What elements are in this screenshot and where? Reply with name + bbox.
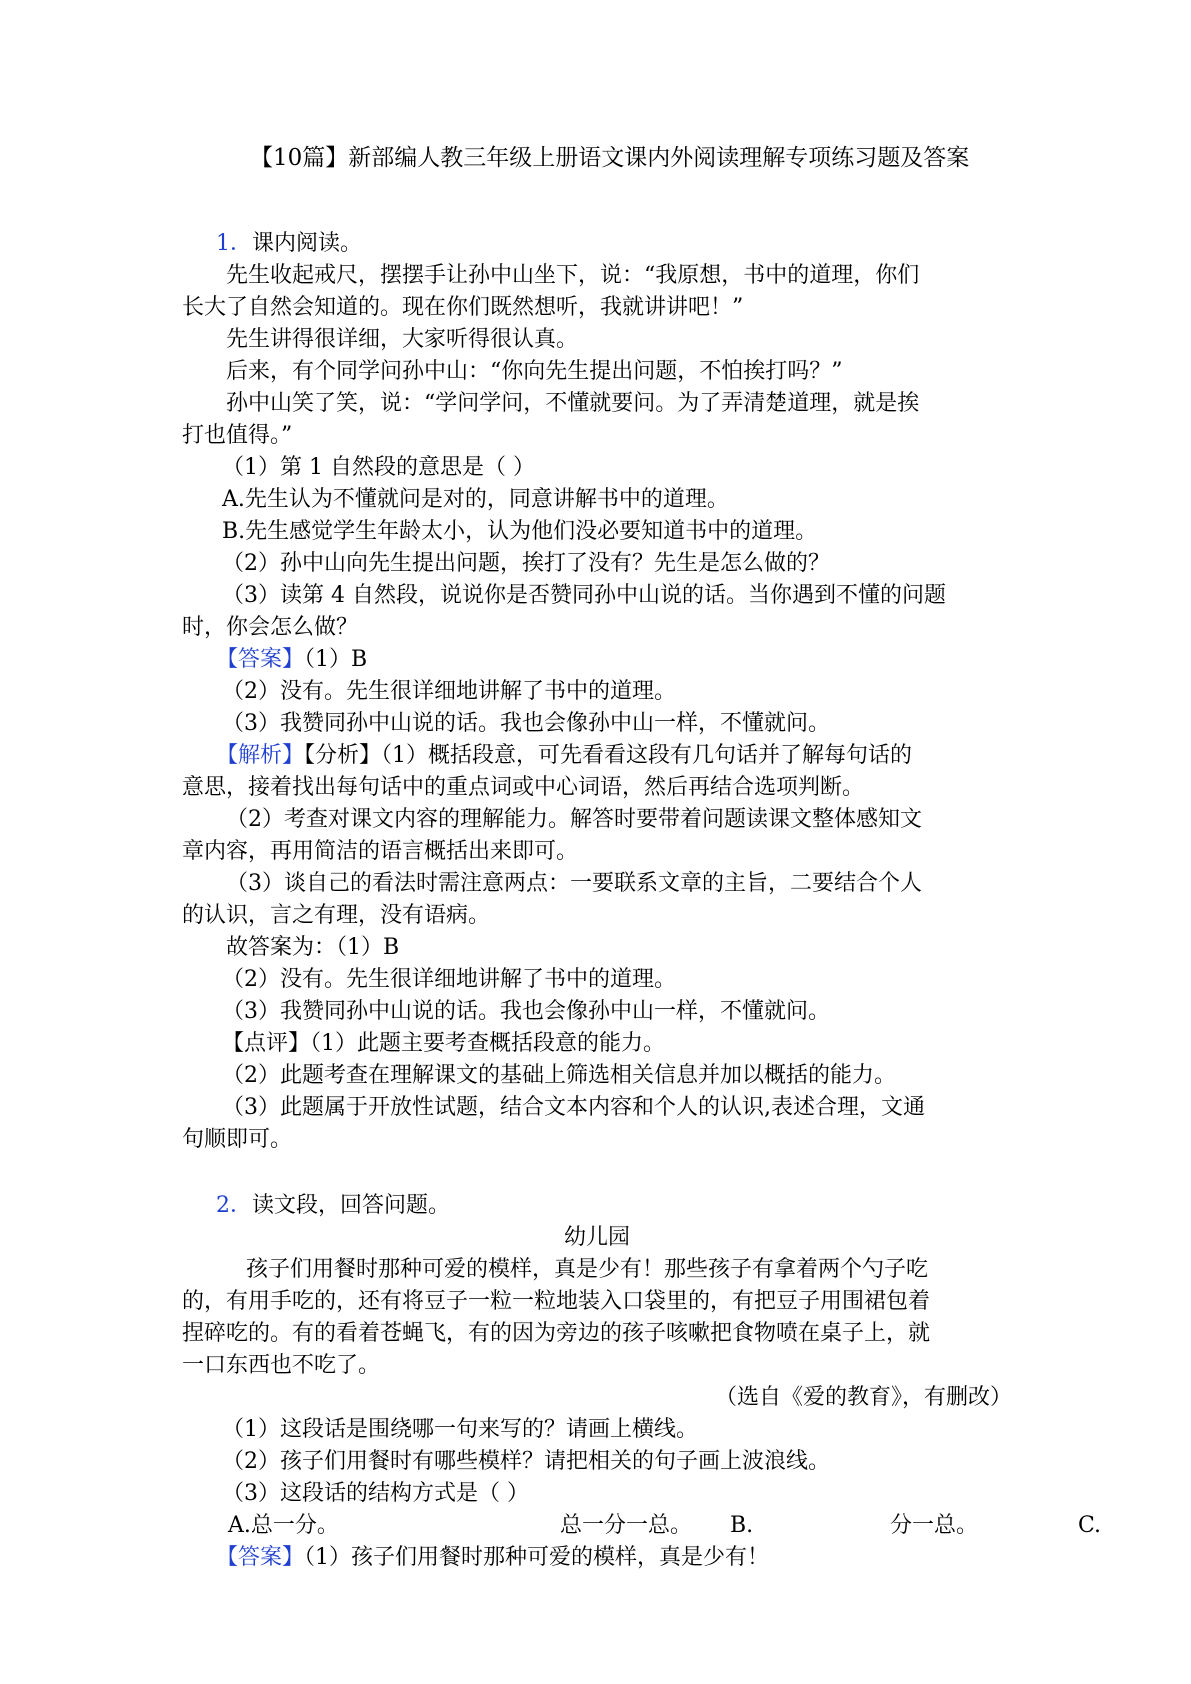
final-answer-line: 故答案为：（1）B [226, 935, 400, 960]
comment-tag: 【点评】 [222, 1031, 311, 1056]
analysis-sub-tag: 【分析】 [304, 743, 382, 768]
analysis-text: （1）概括段意，可先看看这段有几句话并了解每句话的 [381, 743, 913, 768]
analysis-line: （3）谈自己的看法时需注意两点：一要联系文章的主旨，二要结合个人 [226, 871, 922, 896]
answer-line: （3）我赞同孙中山说的话。我也会像孙中山一样，不懂就问。 [222, 711, 830, 736]
answer-text: （1）孩子们用餐时那种可爱的模样，真是少有！ [304, 1545, 770, 1570]
option-b-cont: 分一总。 [890, 1513, 979, 1538]
option-a: A.先生认为不懂就问是对的，同意讲解书中的道理。 [222, 487, 729, 512]
comment-line: （3）此题属于开放性试题，结合文本内容和个人的认识,表述合理，文通 [222, 1095, 925, 1120]
question-number: 1． [216, 231, 252, 256]
question-prompt: 读文段，回答问题。 [252, 1193, 451, 1218]
comment-line: 句顺即可。 [182, 1127, 293, 1152]
comment-line: （2）此题考查在理解课文的基础上筛选相关信息并加以概括的能力。 [222, 1063, 896, 1088]
comment-text: （1）此题主要考查概括段意的能力。 [310, 1031, 666, 1056]
comment-line [182, 1028, 1012, 1060]
options-row [182, 1510, 1102, 1542]
passage-line: 先生讲得很详细，大家听得很认真。 [226, 327, 579, 352]
sub-question-2: （2）孩子们用餐时有哪些模样？请把相关的句子画上波浪线。 [222, 1449, 830, 1474]
passage-line: 后来，有个同学问孙中山：“你向先生提出问题，不怕挨打吗？” [226, 359, 843, 384]
option-b: B.先生感觉学生年龄太小，认为他们没必要知道书中的道理。 [222, 519, 818, 544]
passage-line: 先生收起戒尺，摆摆手让孙中山坐下，说：“我原想，书中的道理，你们 [226, 263, 920, 288]
analysis-tag: 【解析】 [216, 743, 305, 768]
passage-line: 孙中山笑了笑，说：“学问学问，不懂就要问。为了弄清楚道理，就是挨 [226, 391, 920, 416]
option-a-cont: 总一分一总。 [560, 1513, 693, 1538]
answer-line [182, 644, 1012, 676]
option-a: A.总一分。 [228, 1513, 339, 1538]
question-1-heading [182, 228, 1012, 260]
passage-source: （选自《爱的教育》，有删改） [714, 1385, 1012, 1410]
document-body [182, 228, 1102, 1574]
question-prompt: 课内阅读。 [252, 231, 363, 256]
question-2-heading [182, 1190, 1012, 1222]
option-b: B. [730, 1513, 754, 1538]
sub-question-2: （2）孙中山向先生提出问题，挨打了没有？先生是怎么做的？ [222, 551, 830, 576]
sub-question-3-cont: 时，你会怎么做？ [182, 615, 359, 640]
sub-question-1: （1）第 1 自然段的意思是（ ） [222, 455, 535, 480]
sub-question-3: （3）读第 4 自然段，说说你是否赞同孙中山说的话。当你遇到不懂的问题 [222, 583, 946, 608]
passage-line: 孩子们用餐时那种可爱的模样，真是少有！那些孩子有拿着两个勺子吃 [246, 1257, 929, 1282]
passage-line: 打也值得。” [182, 423, 293, 448]
question-number: 2． [216, 1193, 252, 1218]
answer-text: （1）B [304, 647, 368, 672]
analysis-line [182, 740, 1012, 772]
analysis-line: 的认识，言之有理，没有语病。 [182, 903, 491, 928]
sub-question-1: （1）这段话是围绕哪一句来写的？请画上横线。 [222, 1417, 698, 1442]
final-answer-line: （3）我赞同孙中山说的话。我也会像孙中山一样，不懂就问。 [222, 999, 830, 1024]
final-answer-line: （2）没有。先生很详细地讲解了书中的道理。 [222, 967, 676, 992]
answer-tag: 【答案】 [216, 647, 305, 672]
passage-line: 的，有用手吃的，还有将豆子一粒一粒地装入口袋里的，有把豆子用围裙包着 [182, 1289, 931, 1314]
sub-question-3: （3）这段话的结构方式是（ ） [222, 1481, 529, 1506]
answer-tag: 【答案】 [216, 1545, 305, 1570]
analysis-line: 意思，接着找出每句话中的重点词或中心词语，然后再结合选项判断。 [182, 775, 865, 800]
passage-line: 长大了自然会知道的。现在你们既然想听，我就讲讲吧！” [182, 295, 744, 320]
option-c: C. [1078, 1513, 1102, 1538]
passage-title: 幼儿园 [563, 1225, 630, 1250]
answer-line: （2）没有。先生很详细地讲解了书中的道理。 [222, 679, 676, 704]
analysis-line: （2）考查对课文内容的理解能力。解答时要带着问题读课文整体感知文 [226, 807, 922, 832]
passage-line: 捏碎吃的。有的看着苍蝇飞，有的因为旁边的孩子咳嗽把食物喷在桌子上，就 [182, 1321, 931, 1346]
passage-line: 一口东西也不吃了。 [182, 1353, 381, 1378]
answer-line [182, 1542, 1012, 1574]
analysis-line: 章内容，再用简洁的语言概括出来即可。 [182, 839, 579, 864]
document-title: 【10篇】新部编人教三年级上册语文课内外阅读理解专项练习题及答案 [250, 145, 970, 171]
